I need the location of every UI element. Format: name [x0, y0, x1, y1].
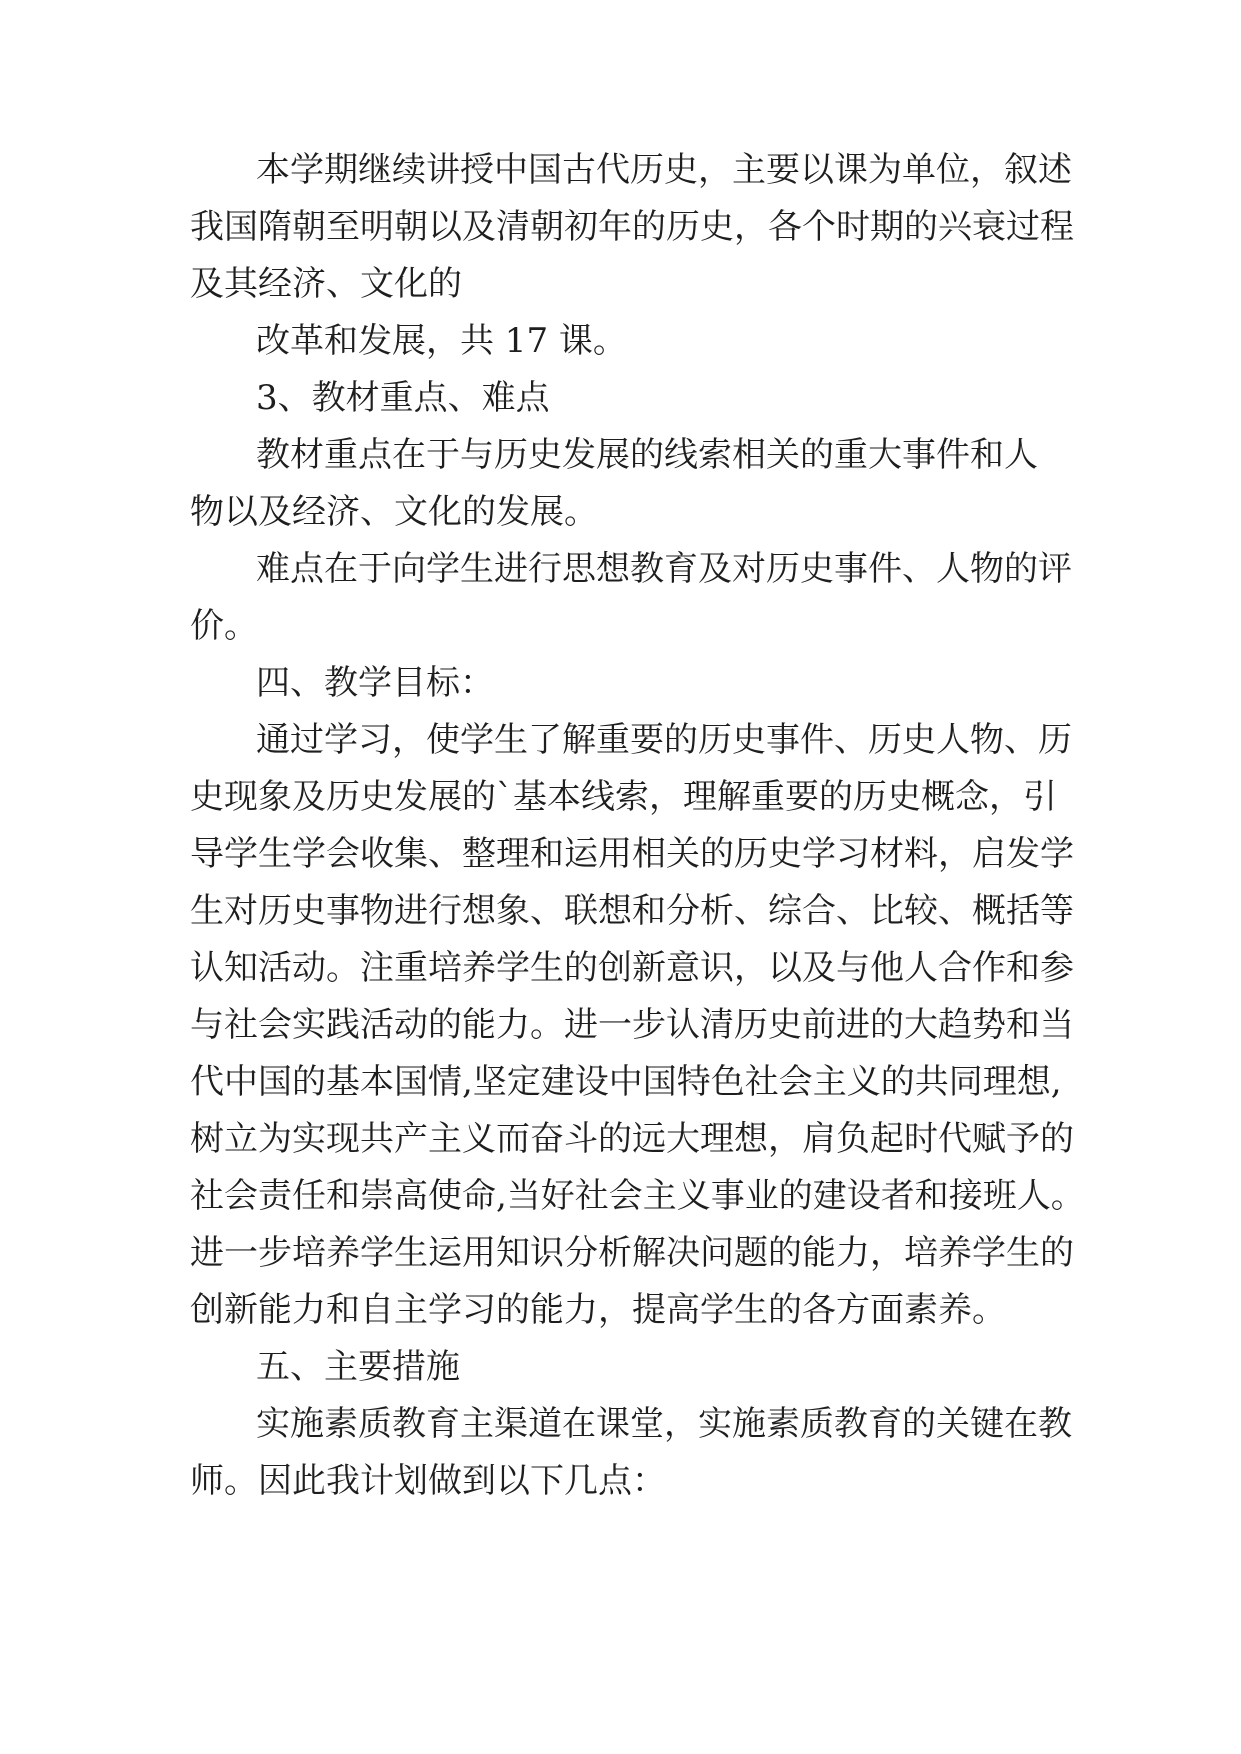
paragraph-line: 师。因此我计划做到以下几点：: [190, 1461, 666, 1501]
paragraph-line: 价。: [190, 606, 258, 646]
paragraph-line: 实施素质教育主渠道在课堂，实施素质教育的关键在教: [256, 1404, 1072, 1444]
paragraph-line: 教材重点在于与历史发展的线索相关的重大事件和人: [256, 435, 1038, 475]
paragraph-line: 及其经济、文化的: [190, 264, 462, 304]
paragraph-line: 社会责任和崇高使命,当好社会主义事业的建设者和接班人。: [190, 1176, 1085, 1216]
section-heading: 3、教材重点、难点: [256, 378, 550, 418]
paragraph-line: 物以及经济、文化的发展。: [190, 492, 598, 532]
paragraph-line: 代中国的基本国情,坚定建设中国特色社会主义的共同理想,: [190, 1062, 1062, 1102]
paragraph-line: 认知活动。注重培养学生的创新意识，以及与他人合作和参: [190, 948, 1074, 988]
paragraph-line: 改革和发展，共 17 课。: [256, 321, 627, 361]
paragraph-line: 我国隋朝至明朝以及清朝初年的历史，各个时期的兴衰过程: [190, 207, 1074, 247]
paragraph-line: 创新能力和自主学习的能力，提高学生的各方面素养。: [190, 1290, 1006, 1330]
paragraph-line: 难点在于向学生进行思想教育及对历史事件、人物的评: [256, 549, 1072, 589]
paragraph-line: 与社会实践活动的能力。进一步认清历史前进的大趋势和当: [190, 1005, 1074, 1045]
paragraph-line: 本学期继续讲授中国古代历史，主要以课为单位，叙述: [256, 150, 1072, 190]
paragraph-line: 史现象及历史发展的`基本线索，理解重要的历史概念，引: [190, 777, 1057, 817]
paragraph-line: 通过学习，使学生了解重要的历史事件、历史人物、历: [256, 720, 1072, 760]
paragraph-line: 树立为实现共产主义而奋斗的远大理想，肩负起时代赋予的: [190, 1119, 1074, 1159]
section-heading: 四、教学目标：: [256, 663, 494, 703]
section-heading: 五、主要措施: [256, 1347, 460, 1387]
paragraph-line: 导学生学会收集、整理和运用相关的历史学习材料，启发学: [190, 834, 1074, 874]
paragraph-line: 生对历史事物进行想象、联想和分析、综合、比较、概括等: [190, 891, 1074, 931]
paragraph-line: 进一步培养学生运用知识分析解决问题的能力，培养学生的: [190, 1233, 1074, 1273]
